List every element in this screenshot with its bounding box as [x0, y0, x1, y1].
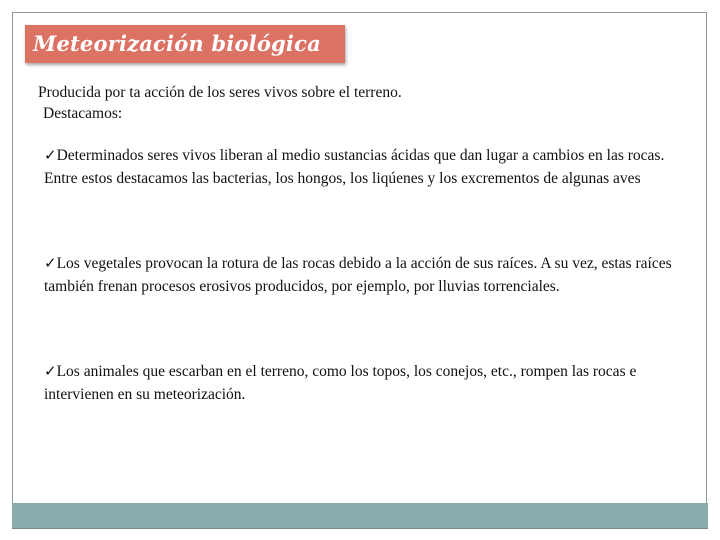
- intro-text: [38, 82, 402, 124]
- checkmark-icon: ✓: [44, 364, 57, 380]
- bullet-item: [44, 361, 684, 405]
- checkmark-icon: ✓: [44, 148, 57, 164]
- intro-line: Producida por ta acción de los seres vivos sobre el terreno.: [38, 84, 402, 101]
- footer-bar: [12, 503, 708, 529]
- bullet-item: [44, 253, 684, 297]
- bullet-text: Los animales que escarban en el terreno, como los topos, los conejos, etc., rompen las rocas e intervienen en su meteorización.: [44, 363, 637, 403]
- title-banner: [25, 25, 345, 63]
- intro-line: Destacamos:: [43, 105, 123, 122]
- bullet-text: Determinados seres vivos liberan al medio sustancias ácidas que dan lugar a cambios en las rocas. Entre estos destacamos las bacterias, los hongos, los liqúenes y los excrementos de algunas aves: [44, 147, 665, 187]
- slide-title: Meteorización biológica: [33, 31, 321, 56]
- checkmark-icon: ✓: [44, 256, 57, 272]
- bullet-item: [44, 145, 684, 189]
- bullet-text: Los vegetales provocan la rotura de las rocas debido a la acción de sus raíces. A su vez, estas raíces también frenan procesos erosivos producidos, por ejemplo, por lluvias torrenciales.: [44, 255, 672, 295]
